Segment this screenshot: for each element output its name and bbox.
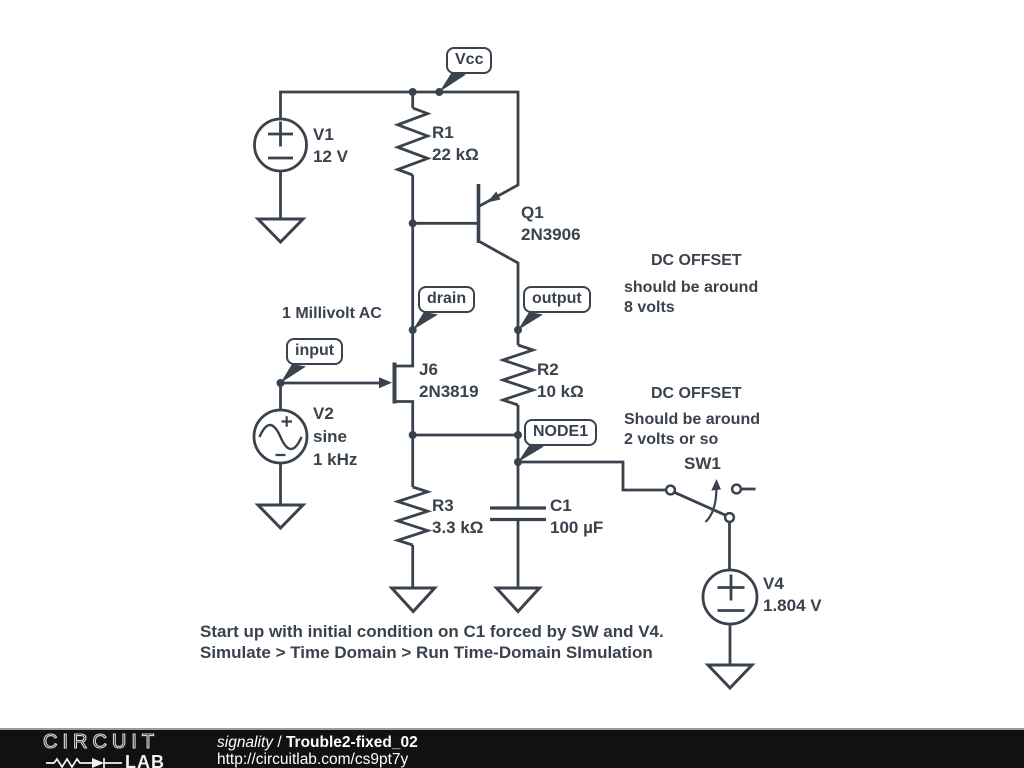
dc-offset-2-line2: 2 volts or so: [624, 431, 719, 448]
dc-offset-1-line2: 8 volts: [624, 299, 675, 316]
v1-label: [313, 124, 348, 168]
r1-ref: R1: [432, 123, 454, 142]
r3-label: [432, 495, 483, 539]
net-label-vcc: Vcc: [446, 47, 492, 74]
wire-node1: [518, 462, 666, 490]
v4-ref: V4: [763, 574, 784, 593]
circuitlab-logo-lab: LAB: [125, 752, 165, 768]
j6-label: [419, 359, 479, 403]
footer-bar: [0, 728, 1024, 768]
voltage-source-v2: [254, 383, 307, 528]
v2-value2: 1 kHz: [313, 450, 358, 469]
net-label-node1: NODE1: [524, 419, 597, 446]
ground-symbol: [258, 219, 303, 242]
r2-label: [537, 359, 584, 403]
gate-arrow: [379, 377, 392, 388]
author-name: signality: [217, 734, 273, 751]
net-label-input: input: [286, 338, 343, 365]
j6-ref: J6: [419, 360, 438, 379]
q1-ref: Q1: [521, 203, 544, 222]
circuitlab-logo-row: [46, 752, 165, 768]
circuit-byline: [217, 734, 418, 751]
transistor-q1: [413, 184, 518, 345]
ground-symbol: [708, 665, 752, 688]
dc-offset-1-line1: should be around: [624, 279, 759, 296]
resistor-r3: [392, 435, 435, 612]
r3-ref: R3: [432, 496, 454, 515]
dc-offset-1-title: DC OFFSET: [651, 252, 742, 269]
v2-label: [313, 402, 357, 471]
resistor-diode-icon: [46, 757, 122, 768]
resistor-r1: [395, 92, 428, 366]
sine-wave: [260, 425, 302, 449]
voltage-source-v4: [703, 570, 757, 688]
dc-offset-2-line1: Should be around: [624, 411, 760, 428]
sw1-label: [684, 453, 721, 475]
net-label-drain: drain: [418, 286, 475, 313]
annotation-millivolt: 1 Millivolt AC: [282, 305, 382, 322]
c1-label: [550, 495, 603, 539]
v4-label: [763, 573, 822, 617]
voltage-source-v1: [255, 119, 307, 242]
switch-arrow: [706, 486, 717, 522]
q1-value: 2N3906: [521, 225, 581, 244]
capacitor-c1: [490, 508, 546, 612]
j6-value: 2N3819: [419, 382, 479, 401]
circuit-url[interactable]: http://circuitlab.com/cs9pt7y: [217, 751, 409, 768]
emitter-arrow: [487, 192, 501, 203]
dc-offset-2-body: [624, 410, 760, 450]
footer-meta: [217, 734, 418, 768]
dc-offset-1-body: [624, 278, 758, 318]
sw1-ref: SW1: [684, 454, 721, 473]
v2-ref: V2: [313, 404, 334, 423]
ground-symbol: [392, 588, 435, 612]
net-label-output: output: [523, 286, 591, 313]
v1-ref: V1: [313, 125, 334, 144]
byline-separator: /: [277, 734, 282, 751]
circuit-title: Trouble2-fixed_02: [285, 734, 418, 751]
c1-value: 100 µF: [550, 518, 604, 537]
switch-sw1: [666, 479, 755, 570]
dc-offset-2-title: DC OFFSET: [651, 385, 742, 402]
ground-symbol: [497, 588, 540, 612]
instructions: [200, 621, 664, 663]
r3-value: 3.3 kΩ: [432, 518, 484, 537]
v4-value: 1.804 V: [763, 596, 822, 615]
c1-ref: C1: [550, 496, 572, 515]
r2-value: 10 kΩ: [537, 382, 584, 401]
instructions-line1: Start up with initial condition on C1 forced by SW and V4.: [200, 622, 664, 641]
v1-value: 12 V: [313, 147, 348, 166]
ground-symbol: [258, 505, 303, 528]
circuitlab-logo-circuit: CIRCUIT: [43, 731, 160, 753]
v2-value: sine: [313, 427, 348, 446]
r2-ref: R2: [537, 360, 559, 379]
r1-label: [432, 122, 479, 166]
r1-value: 22 kΩ: [432, 145, 479, 164]
q1-label: [521, 202, 581, 246]
instructions-line2: Simulate > Time Domain > Run Time-Domain SImulation: [200, 643, 653, 662]
